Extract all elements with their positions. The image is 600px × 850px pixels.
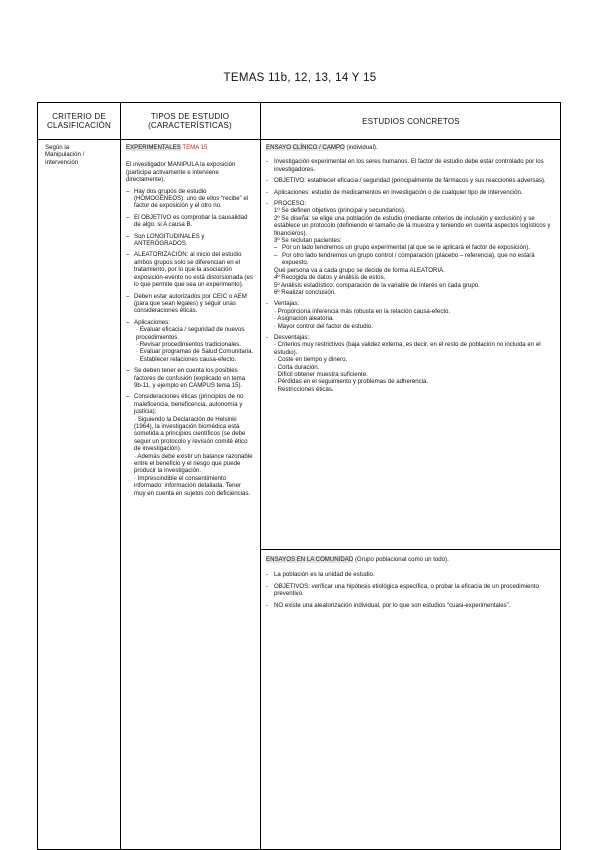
sub-item: · Evaluar eficacia / seguridad de nuevos procedimientos. bbox=[136, 326, 245, 341]
tipos-cell bbox=[126, 144, 254, 497]
row-divider bbox=[260, 549, 560, 550]
sub-item: · Evaluar programas de Salud Comunitaria. bbox=[136, 348, 254, 356]
sub-item: · Revisar procedimientos tradicionales. bbox=[136, 340, 241, 348]
list-item: - Aplicaciones: estudio de medicamentos en investigación o de cualquier tipo de intervención. bbox=[266, 188, 523, 196]
page-title: TEMAS 11b, 12, 13, 14 Y 15 bbox=[223, 72, 377, 84]
list-item: – El OBJETIVO es comprobar la causalidad de algo: si A causa B. bbox=[126, 213, 248, 229]
ensayo-comunidad-note: (Grupo poblacional como un todo). bbox=[354, 556, 449, 563]
list-item: - Ventajas: bbox=[266, 300, 300, 308]
list-item: - PROCESO: bbox=[266, 200, 307, 208]
header-criterio: CRITERIO DE CLASIFICACIÓN bbox=[47, 112, 111, 130]
list-item: - NO existe una aleatorización individual, por lo que son estudios “cuasi-experimentales”. bbox=[266, 601, 511, 609]
proceso-step: 6º Realizar conclusión. bbox=[274, 288, 336, 296]
ensayo-clinico-cell bbox=[266, 144, 556, 393]
header-divider bbox=[38, 139, 560, 140]
classification-table bbox=[37, 102, 561, 850]
list-item: – Hay dos grupos de estudio (HOMOGÉNEOS): uno de ellos “recibe” el factor de exposición y el otro no. bbox=[126, 187, 249, 210]
ventaja-item: · Mayor control del factor de estudio. bbox=[274, 322, 373, 330]
list-item: - OBJETIVO: establecer eficacia / seguridad (principalmente de fármacos y sus reacciones adversas). bbox=[266, 177, 546, 185]
header-estudios: ESTUDIOS CONCRETOS bbox=[362, 116, 460, 126]
ensayo-clinico-heading: ENSAYO CLÍNICO / CAMPO bbox=[266, 144, 345, 151]
desventaja-item: · Corta duración. bbox=[274, 363, 320, 371]
header-tipos: TIPOS DE ESTUDIO (CARACTERÍSTICAS) bbox=[148, 112, 232, 130]
proceso-step: 4º Recogida de datos y análisis de estos. bbox=[274, 274, 386, 282]
list-item: - OBJETIVOS: verificar una hipótesis etiológica específica, o probar la eficacia de un procedimiento preventivo. bbox=[266, 582, 539, 598]
desventaja-item: · Restricciones éticas. bbox=[274, 385, 334, 393]
tipos-intro: El investigador MANIPULA la exposición (participa activamente e interviene directamente). bbox=[126, 161, 236, 184]
ensayo-clinico-note: (individual). bbox=[346, 144, 378, 151]
desventaja-item: · Pérdidas en el seguimiento y problemas de adherencia. bbox=[274, 378, 429, 386]
proceso-step: 5º Análisis estadístico: comparación de la variable de interés en cada grupo. bbox=[274, 281, 480, 289]
column-divider bbox=[260, 103, 261, 849]
sub-item: · Además debe existir un balance razonable entre el beneficio y el riesgo que puede producir la investigación. bbox=[134, 452, 253, 475]
criterio-text: Según la Manipulación / Intervención bbox=[45, 144, 85, 166]
ventaja-item: · Asignación aleatoria. bbox=[274, 315, 334, 323]
list-item: – Aplicaciones: bbox=[126, 318, 170, 326]
proceso-step: 1º Se definen objetivos (principal y secundarios). bbox=[274, 207, 406, 215]
ensayo-comunidad-cell bbox=[266, 556, 556, 609]
ventaja-item: · Proporciona inferencia más robusta en la relación causa-efecto. bbox=[274, 307, 451, 315]
list-item: – ALEATORIZACIÓN: al inicio del estudio ambos grupos solo se diferencian en el tratamiento, por lo que la asociación exposición-evento no está distorsionada (es lo que permite que sea un experimento). bbox=[126, 251, 253, 289]
sub-item: · Imprescindible el consentimiento informado: información detallada. Tener muy en cuenta en sujetos con deficiencias. bbox=[134, 474, 251, 497]
criterio-cell bbox=[45, 144, 105, 166]
list-item: - Desventajas: bbox=[266, 333, 310, 341]
sub-item: · Establecer relaciones causa-efecto. bbox=[136, 355, 237, 363]
desventaja-item: · Criterios muy restrictivos (baja validez externa, es decir, en el resto de población no incluida en el estudio). bbox=[274, 341, 541, 356]
proceso-step: 3º Se reclutan pacientes: bbox=[274, 237, 342, 245]
list-item: – Deben estar autorizados por CEIC o AEM (para que sean legales) y seguir unas consideraciones éticas. bbox=[126, 292, 247, 315]
sub-item: · Siguiendo la Declaración de Helsinki (1964), la investigación biomédica está sometida a principios científicos (se debe seguir un protocolo y revisión comité ético de investigación). bbox=[134, 415, 248, 453]
proceso-dash-item: – Por otro lado tendremos un grupo control / comparación (placebo – referencia), que no estará expuesto. bbox=[274, 251, 535, 267]
tema-label: TEMA 15 bbox=[182, 144, 208, 151]
category-experimentales: EXPERIMENTALES bbox=[126, 144, 181, 151]
proceso-dash-item: – Por un lado tendremos un grupo experimental (al que se le aplicará el factor de exposición). bbox=[274, 244, 530, 252]
proceso-step: Qué persona va a cada grupo se decide de forma ALEATORIA. bbox=[274, 266, 445, 274]
column-divider bbox=[120, 103, 121, 849]
list-item: – Son LONGITUDINALES y ANTERÓGRADOS. bbox=[126, 232, 205, 248]
list-item: - Investigación experimental en los seres humanos. El factor de estudio debe estar controlado por los investigadores. bbox=[266, 158, 544, 173]
desventaja-item: · Difícil obtener muestra suficiente. bbox=[274, 370, 368, 378]
desventaja-item: · Coste en tiempo y dinero. bbox=[274, 356, 348, 364]
proceso-step: 2º Se diseña: se elige una población de estudio (mediante criterios de inclusión y exclusión) y se establece un protocolo (definiendo el tamaño de la muestra y teniendo en cuenta aspectos logísticos y financieros). bbox=[274, 214, 551, 237]
list-item: – Consideraciones éticas (principios de no maleficencia, beneficencia, autonomía y justicia): bbox=[126, 393, 244, 416]
list-item: - La población es la unidad de estudio. bbox=[266, 571, 375, 579]
list-item: – Se deben tener en cuenta los posibles factores de confusión (explicado en tema 9b-11, y ejemplo en CAMPUS tema 15). bbox=[126, 367, 246, 389]
ensayo-comunidad-heading: ENSAYOS EN LA COMUNIDAD bbox=[266, 556, 354, 563]
